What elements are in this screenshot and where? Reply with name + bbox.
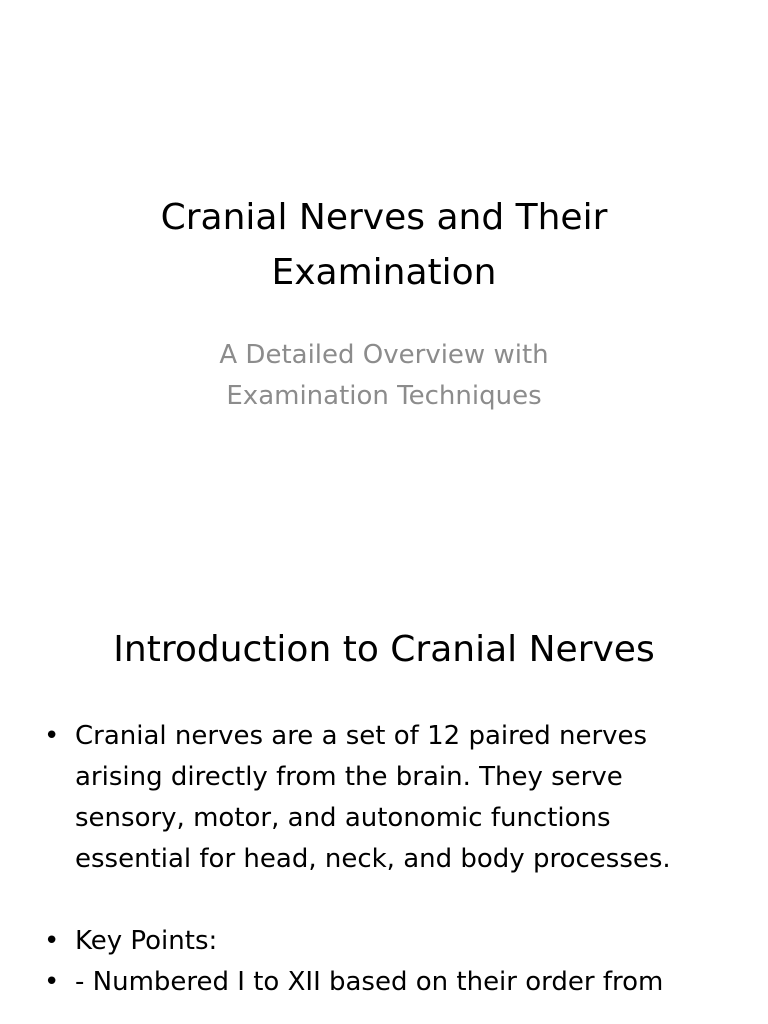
slide-subtitle: A Detailed Overview with Examination Techniques [219, 340, 549, 411]
slide-title: Introduction to Cranial Nerves [113, 629, 655, 670]
introduction-slide [0, 576, 768, 1024]
bullet-item: • - Numbered I to XII based on their order from [40, 962, 730, 1003]
bullet-item: • Cranial nerves are a set of 12 paired nerves arising directly from the brain. They serve sensory, motor, and autonomic functions essential for head, neck, and body processes. [40, 716, 730, 880]
slide-title: Cranial Nerves and Their Examination [160, 197, 608, 293]
bullet-item: • Key Points: [40, 921, 730, 962]
bullet-list [40, 716, 730, 1003]
